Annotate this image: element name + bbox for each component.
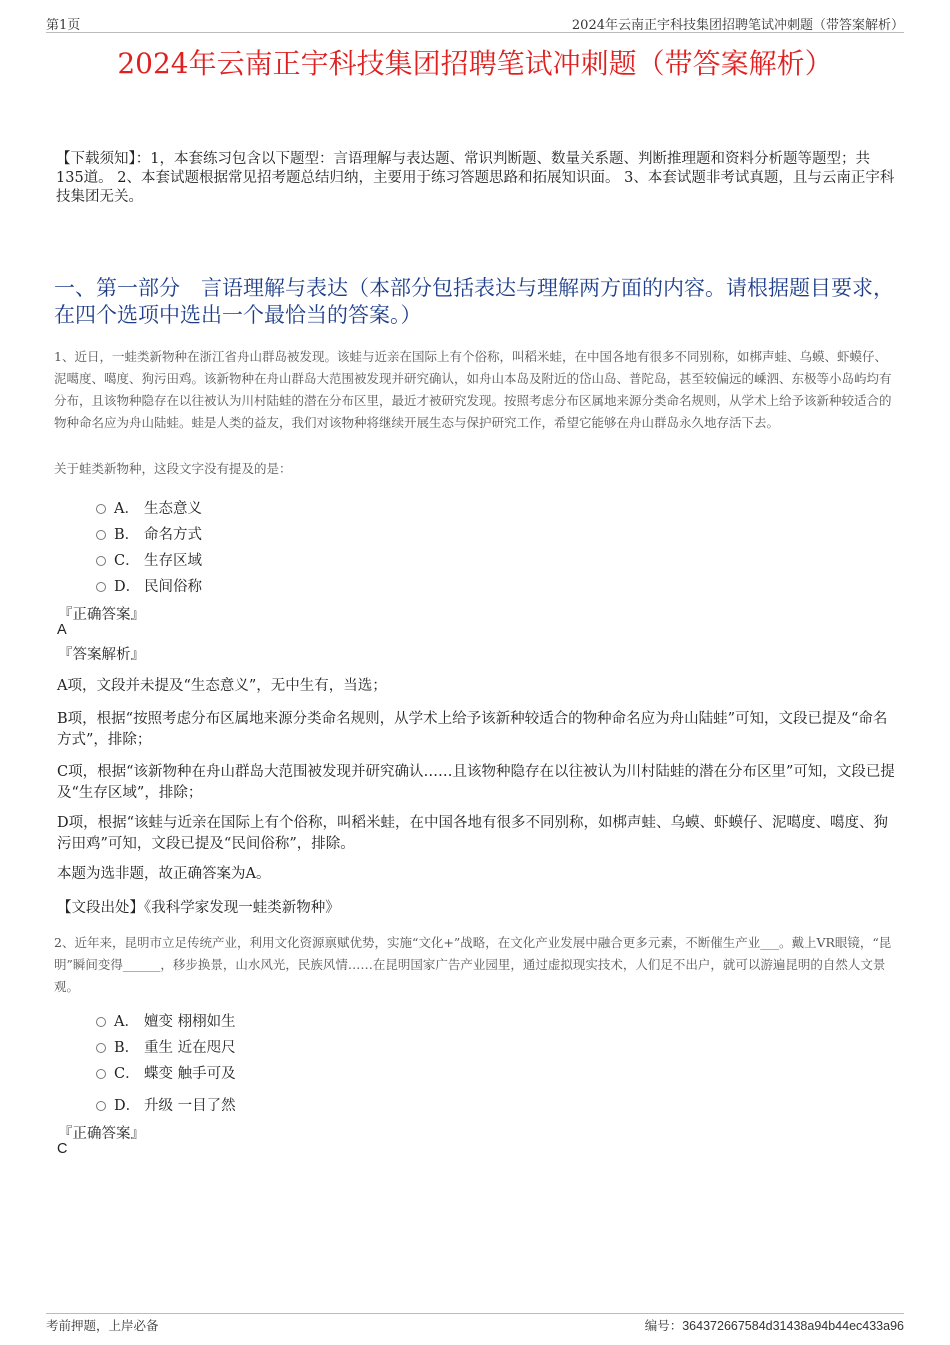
page-header (46, 14, 904, 33)
q1-answer: A (57, 622, 67, 638)
section-heading: 一、第一部分 言语理解与表达（本部分包括表达与理解两方面的内容。请根据题目要求，在四个选项中选出一个最恰当的答案。） (54, 276, 894, 327)
page-number: 第1页 (46, 18, 81, 33)
q2-answer: C (57, 1141, 68, 1157)
q1-answer-label: 『正确答案』 (58, 607, 145, 623)
q2-option-c[interactable]: C． 蝶变 触手可及 (96, 1062, 236, 1083)
radio-icon[interactable] (96, 556, 106, 566)
page-title: 2024年云南正宇科技集团招聘笔试冲刺题（带答案解析） (117, 47, 833, 80)
q1-analysis-d: D项，根据“该蛙与近亲在国际上有个俗称，叫稻米蛙，在中国各地有很多不同别称，如梆声蛙、乌蟆、虾蟆仔、泥噶度、噶度、狗污田鸡”可知，文段已提及“民间俗称”，排除。 (57, 815, 889, 852)
radio-icon[interactable] (96, 1069, 106, 1079)
q2-passage: 2、近年来，昆明市立足传统产业，利用文化资源禀赋优势，实施“文化+”战略，在文化产业发展中融合更多元素，不断催生产业___。戴上VR眼镜，“昆明”瞬间变得______，移步换景，山水风光，民族风情……在昆明国家广告产业园里，通过虚拟现实技术，人们足不出户，就可以游遍昆明的自然人文景观。 (54, 935, 892, 994)
radio-icon[interactable] (96, 1043, 106, 1053)
download-notice: 【下载须知】：1，本套练习包含以下题型：言语理解与表达题、常识判断题、数量关系题、判断推理题和资料分析题等题型；共135道。 2、本套试题根据常见招考题总结归纳，主要用于练习答题思路和拓展知识面。 3、本套试题非考试真题，且与云南正宇科技集团无关。 (56, 151, 895, 205)
q1-analysis-b: B项，根据“按照考虑分布区属地来源分类命名规则，从学术上给予该新种较适合的物种命名应为舟山陆蛙”可知，文段已提及“命名方式”，排除； (57, 711, 888, 748)
radio-icon[interactable] (96, 504, 106, 514)
footer-divider (46, 1313, 904, 1314)
q1-option-d[interactable]: D． 民间俗称 (96, 575, 202, 596)
q2-answer-label: 『正确答案』 (58, 1126, 145, 1142)
radio-icon[interactable] (96, 530, 106, 540)
q1-option-b[interactable]: B． 命名方式 (96, 523, 202, 544)
radio-icon[interactable] (96, 582, 106, 592)
q1-question: 关于蛙类新物种，这段文字没有提及的是： (54, 461, 292, 476)
q1-analysis-a: A项，文段并未提及“生态意义”，无中生有，当选； (57, 678, 387, 694)
q2-option-b[interactable]: B． 重生 近在咫尺 (96, 1036, 236, 1057)
radio-icon[interactable] (96, 1101, 106, 1111)
q1-option-c[interactable]: C． 生存区域 (96, 549, 202, 570)
q2-option-a[interactable]: A． 嬗变 栩栩如生 (96, 1010, 236, 1031)
q2-option-d[interactable]: D． 升级 一目了然 (96, 1094, 236, 1115)
q1-conclusion: 本题为选非题，故正确答案为A。 (57, 866, 271, 882)
footer-code: 编号：364372667584d31438a94b44ec433a96 (644, 1318, 904, 1333)
q1-analysis-label: 『答案解析』 (58, 647, 145, 663)
header-doc-title: 2024年云南正宇科技集团招聘笔试冲刺题（带答案解析） (571, 18, 904, 33)
q1-analysis-c: C项，根据“该新物种在舟山群岛大范围被发现并研究确认……且该物种隐存在以往被认为川村陆蛙的潜在分布区里”可知，文段已提及“生存区域”，排除； (57, 764, 895, 801)
q1-passage: 1、近日，一蛙类新物种在浙江省舟山群岛被发现。该蛙与近亲在国际上有个俗称，叫稻米蛙，在中国各地有很多不同别称，如梆声蛙、乌蟆、虾蟆仔、泥噶度、噶度、狗污田鸡。该新物种在舟山群岛大范围被发现并研究确认，如舟山本岛及附近的岱山岛、普陀岛，甚至较偏远的嵊泗、东极等小岛屿均有分布，且该物种隐存在以往被认为川村陆蛙的潜在分布区里，最近才被研究发现。按照考虑分布区属地来源分类命名规则，从学术上给予该新种较适合的物种命名应为舟山陆蛙。蛙是人类的益友，我们对该物种将继续开展生态与保护研究工作，希望它能够在舟山群岛永久地存活下去。 (54, 349, 892, 430)
q1-option-a[interactable]: A． 生态意义 (96, 497, 202, 518)
q1-source: 【文段出处】《我科学家发现一蛙类新物种》 (57, 900, 340, 916)
radio-icon[interactable] (96, 1017, 106, 1027)
footer-slogan: 考前押题，上岸必备 (46, 1318, 159, 1333)
